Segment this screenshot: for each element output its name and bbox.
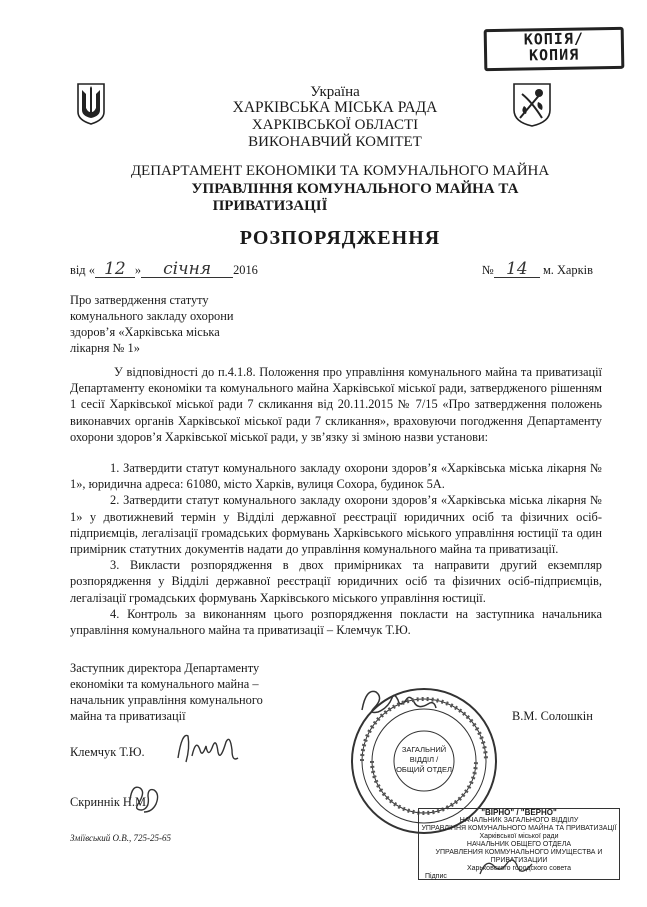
signatory-position-line: майна та приватизації: [70, 709, 186, 723]
header-council: ХАРКІВСЬКА МІСЬКА РАДА: [232, 99, 438, 116]
header-committee: ВИКОНАВЧИЙ КОМІТЕТ: [248, 134, 422, 150]
subject-line: Про затвердження статуту: [70, 293, 209, 307]
date-mid: »: [134, 263, 142, 277]
subject-line: лікарня № 1»: [70, 341, 140, 355]
signature-skrynnik: [126, 780, 162, 816]
list-item: 1. Затвердити статут комунального закладу охорони здоров’я «Харківська міська лікарня № 1», юридична адреса: 61080, місто Харків, вулиця Сохора, будинок 5А.: [70, 461, 602, 492]
round-stamp-line1: ЗАГАЛЬНИЙ: [401, 745, 447, 754]
document-title: РОЗПОРЯДЖЕННЯ: [239, 227, 441, 249]
signatory-position: [70, 660, 330, 724]
rect-stamp-line5: НАЧАЛЬНИК ОБЩЕГО ОТДЕЛА: [466, 841, 572, 848]
header-region: ХАРКІВСЬКОЇ ОБЛАСТІ: [251, 117, 419, 133]
signatory-position-line: Заступник директора Департаменту: [70, 661, 260, 675]
items-list: [70, 460, 602, 638]
date-line: [70, 261, 610, 281]
footer-executor: Зміївський О.В., 725-25-65: [70, 833, 172, 843]
header-administration-line2: ПРИВАТИЗАЦІЇ: [212, 198, 328, 214]
approval-name-klemchuk: Клемчук Т.Ю.: [70, 745, 145, 759]
rect-stamp-line3: УПРАВЛІННЯ КОМУНАЛЬНОГО МАЙНА ТА ПРИВАТИЗАЦІЇ: [421, 825, 617, 832]
round-stamp-text: [394, 745, 454, 775]
rect-stamp-sig-label: Підпис: [425, 873, 447, 880]
list-item: 2. Затвердити статут комунального закладу охорони здоров’я «Харківська міська лікарня № 1» у двотижневий термін у Відділі державної реєстрації юридичних осіб та фізичних осіб-підприємців, легалізації громадських формувань Харківського міського управління юстиції та один примірник статутних документів надати до управління комунального майна та приватизації.: [70, 493, 602, 557]
signatory-position-line: начальник управління комунального: [70, 693, 263, 707]
date-prefix: від «: [70, 263, 95, 277]
copy-stamp-line2: КОПИЯ: [528, 45, 580, 65]
rect-stamp-line1: "ВІРНО" / "ВЕРНО": [481, 808, 557, 817]
header-country: Україна: [310, 84, 360, 100]
list-item: 3. Викласти розпорядження в двох примірниках та направити другий екземпляр розпорядження у Відділі державної реєстрації юридичних осіб та фізичних осіб-підприємців, легалізації громадських формувань Харківського міського управління юстиції.: [70, 558, 602, 605]
subject-block: [70, 292, 310, 356]
copy-stamp-line1: КОПІЯ/: [523, 29, 585, 49]
date-year: 2016: [233, 263, 258, 277]
round-stamp-line2: ВІДДІЛ /: [409, 755, 439, 764]
number-prefix: №: [482, 263, 494, 277]
header-department: ДЕПАРТАМЕНТ ЕКОНОМІКИ ТА КОМУНАЛЬНОГО МАЙНА: [130, 163, 550, 179]
approval-name-skrynnik: Скриннік Н.М.: [70, 795, 150, 809]
subject-line: комунального закладу охорони: [70, 309, 234, 323]
signatory-position-line: економіки та комунального майна –: [70, 677, 259, 691]
rect-stamp-line2: НАЧАЛЬНИК ЗАГАЛЬНОГО ВІДДІЛУ: [459, 817, 579, 824]
round-stamp-line3: ОБЩИЙ ОТДЕЛ: [396, 765, 452, 774]
copy-stamp: [484, 27, 625, 71]
signatory-name: В.М. Солошкін: [512, 709, 593, 723]
date-month: січня: [141, 261, 233, 278]
ukraine-trident-icon: [76, 82, 106, 126]
header-administration-line1: УПРАВЛІННЯ КОМУНАЛЬНОГО МАЙНА ТА: [191, 181, 519, 197]
date-day: 12: [95, 261, 135, 278]
signature-stamp: [478, 854, 538, 880]
preamble: У відповідності до п.4.1.8. Положення про управління комунального майна та приватизації Департаменту економіки та комунального майна Харківської міської ради, затвердженого рішенням 1 сесії Харківської міської ради 7 скликання від 20.11.2015 № 7/15 «Про затвердження положень виконавчих органів Харківської міської ради 7 скликання», враховуючи погодження Департаменту охорони здоров’я Харківської міської ради, у зв’язку зі зміною назви установи:: [70, 365, 602, 444]
rect-stamp-line7: Харьковского городского совета: [466, 865, 572, 872]
subject-line: здоров’я «Харківська міська: [70, 325, 220, 339]
number-block: [482, 261, 593, 278]
list-item: 4. Контроль за виконанням цього розпорядження покласти на заступника начальника управління комунального майна та приватизації – Клемчук Т.Ю.: [70, 606, 602, 638]
rect-stamp-line6: УПРАВЛЕНИЯ КОММУНАЛЬНОГО ИМУЩЕСТВА И ПРИВАТИЗАЦИИ: [435, 849, 603, 864]
kharkiv-coat-of-arms-icon: [512, 82, 552, 128]
city: м. Харків: [542, 263, 593, 277]
signature-klemchuk: [172, 728, 242, 768]
order-number: 14: [494, 261, 540, 278]
rect-stamp-line4: Харківської міської ради: [479, 833, 559, 840]
